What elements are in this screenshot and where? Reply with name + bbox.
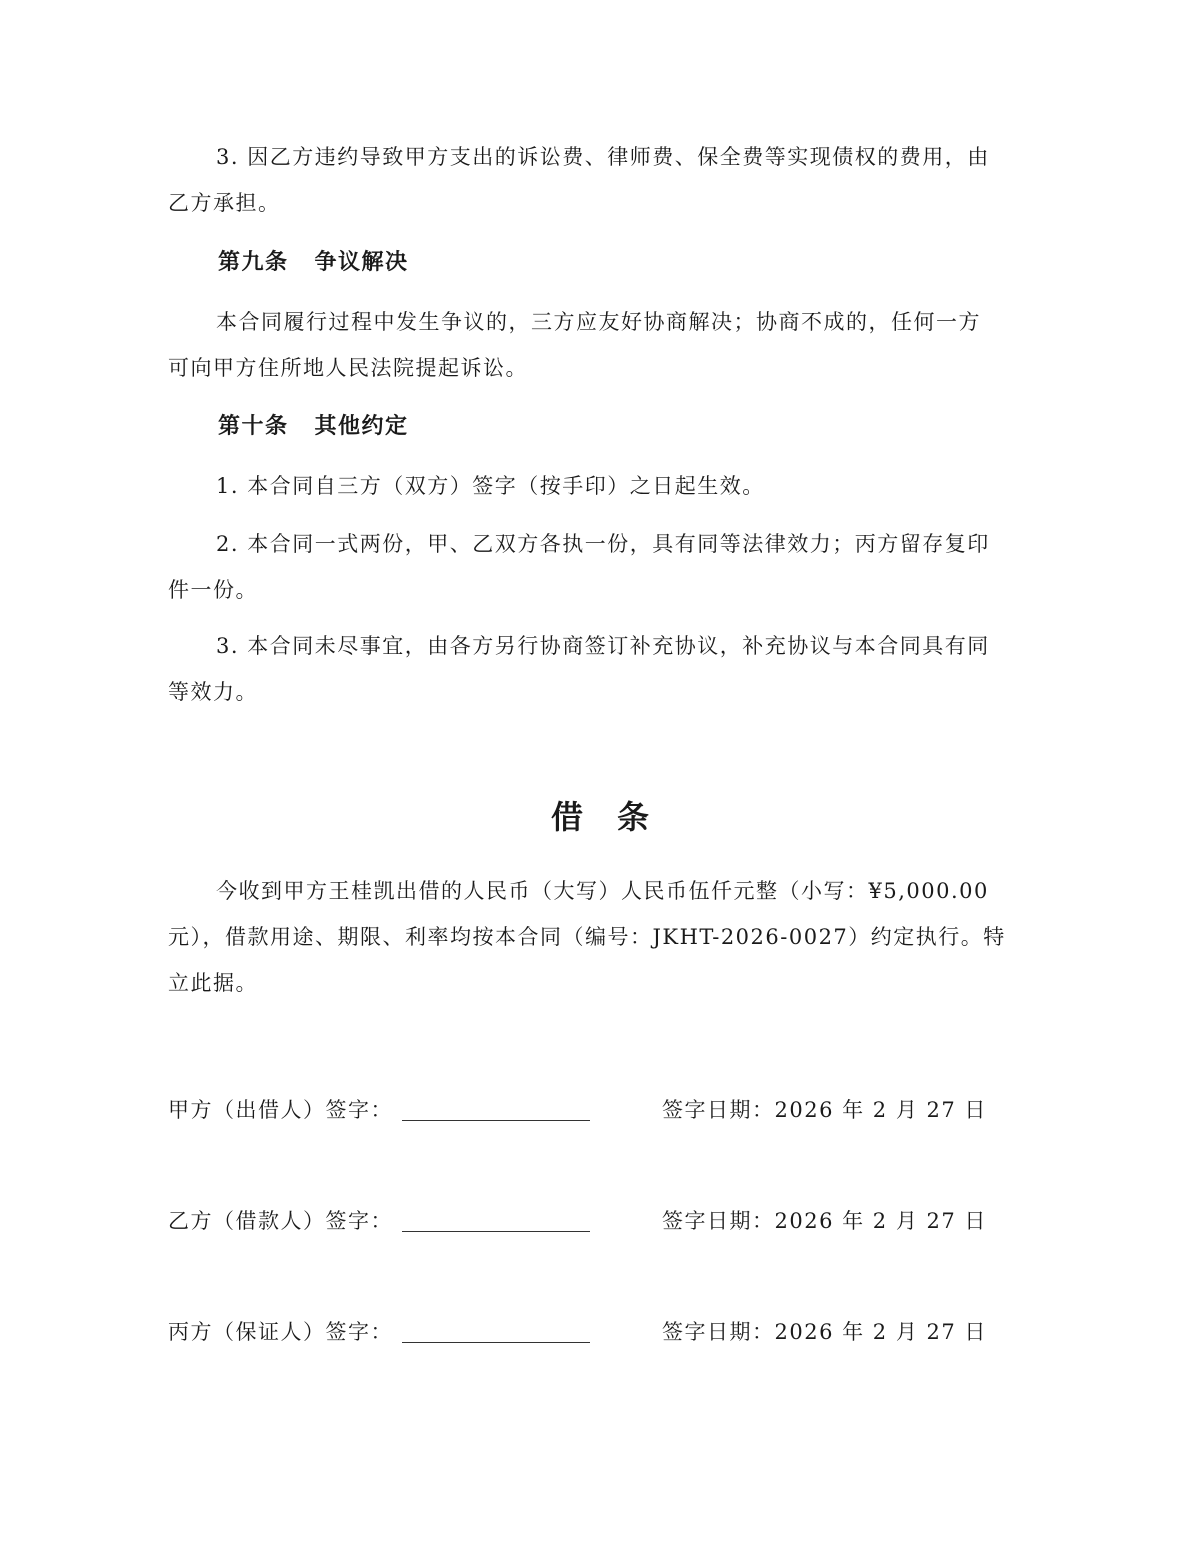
- article9-para-line2: 可向甲方住所地人民法院提起诉讼。: [168, 356, 528, 380]
- article10-item2-line2: 件一份。: [168, 578, 258, 602]
- article10-heading: [218, 403, 409, 449]
- signature-line[interactable]: [402, 1120, 590, 1121]
- article9-number: 第九条: [218, 249, 289, 275]
- article10-item1: [168, 463, 1028, 509]
- signature-row-borrower: [168, 1198, 1048, 1244]
- signature-line[interactable]: [402, 1342, 590, 1343]
- signature-label: 甲方（出借人）签字：: [168, 1098, 393, 1122]
- article9-heading: [218, 239, 409, 285]
- article8-item3-line2: 乙方承担。: [168, 191, 281, 215]
- article10-item3-line2: 等效力。: [168, 680, 258, 704]
- article10-item2: [168, 521, 1028, 613]
- article10-item3-line1: 3. 本合同未尽事宜，由各方另行协商签订补充协议，补充协议与本合同具有同: [216, 634, 990, 658]
- article10-title: 其他约定: [314, 413, 409, 439]
- iou-title-char1: 借: [550, 798, 583, 836]
- article10-number: 第十条: [218, 413, 289, 439]
- iou-body: [168, 868, 1028, 1006]
- article10-item3: [168, 623, 1028, 715]
- article8-item3-line1: 3. 因乙方违约导致甲方支出的诉讼费、律师费、保全费等实现债权的费用，由: [216, 145, 990, 169]
- signature-label: 乙方（借款人）签字：: [168, 1209, 393, 1233]
- iou-line1: 今收到甲方王桂凯出借的人民币（大写）人民币伍仟元整（小写：¥5,000.00: [216, 879, 989, 903]
- signature-date: 签字日期：2026 年 2 月 27 日: [662, 1098, 987, 1122]
- article9-paragraph: [168, 299, 1028, 391]
- signature-label: 丙方（保证人）签字：: [168, 1320, 393, 1344]
- article10-item1-line: 1. 本合同自三方（双方）签字（按手印）之日起生效。: [216, 474, 765, 498]
- signature-row-lender: [168, 1087, 1048, 1133]
- iou-line2: 元），借款用途、期限、利率均按本合同（编号：JKHT-2026-0027）约定执行。特: [168, 925, 1006, 949]
- iou-line3: 立此据。: [168, 971, 258, 995]
- article9-para-line1: 本合同履行过程中发生争议的，三方应友好协商解决；协商不成的，任何一方: [216, 310, 981, 334]
- signature-row-guarantor: [168, 1309, 1048, 1355]
- article10-item2-line1: 2. 本合同一式两份，甲、乙双方各执一份，具有同等法律效力；丙方留存复印: [216, 532, 990, 556]
- signature-date: 签字日期：2026 年 2 月 27 日: [662, 1320, 987, 1344]
- iou-title-char2: 条: [617, 798, 650, 836]
- article9-title: 争议解决: [314, 249, 409, 275]
- signature-line[interactable]: [402, 1231, 590, 1232]
- signature-date: 签字日期：2026 年 2 月 27 日: [662, 1209, 987, 1233]
- article8-item3: [168, 134, 1028, 226]
- iou-title: [0, 792, 1200, 842]
